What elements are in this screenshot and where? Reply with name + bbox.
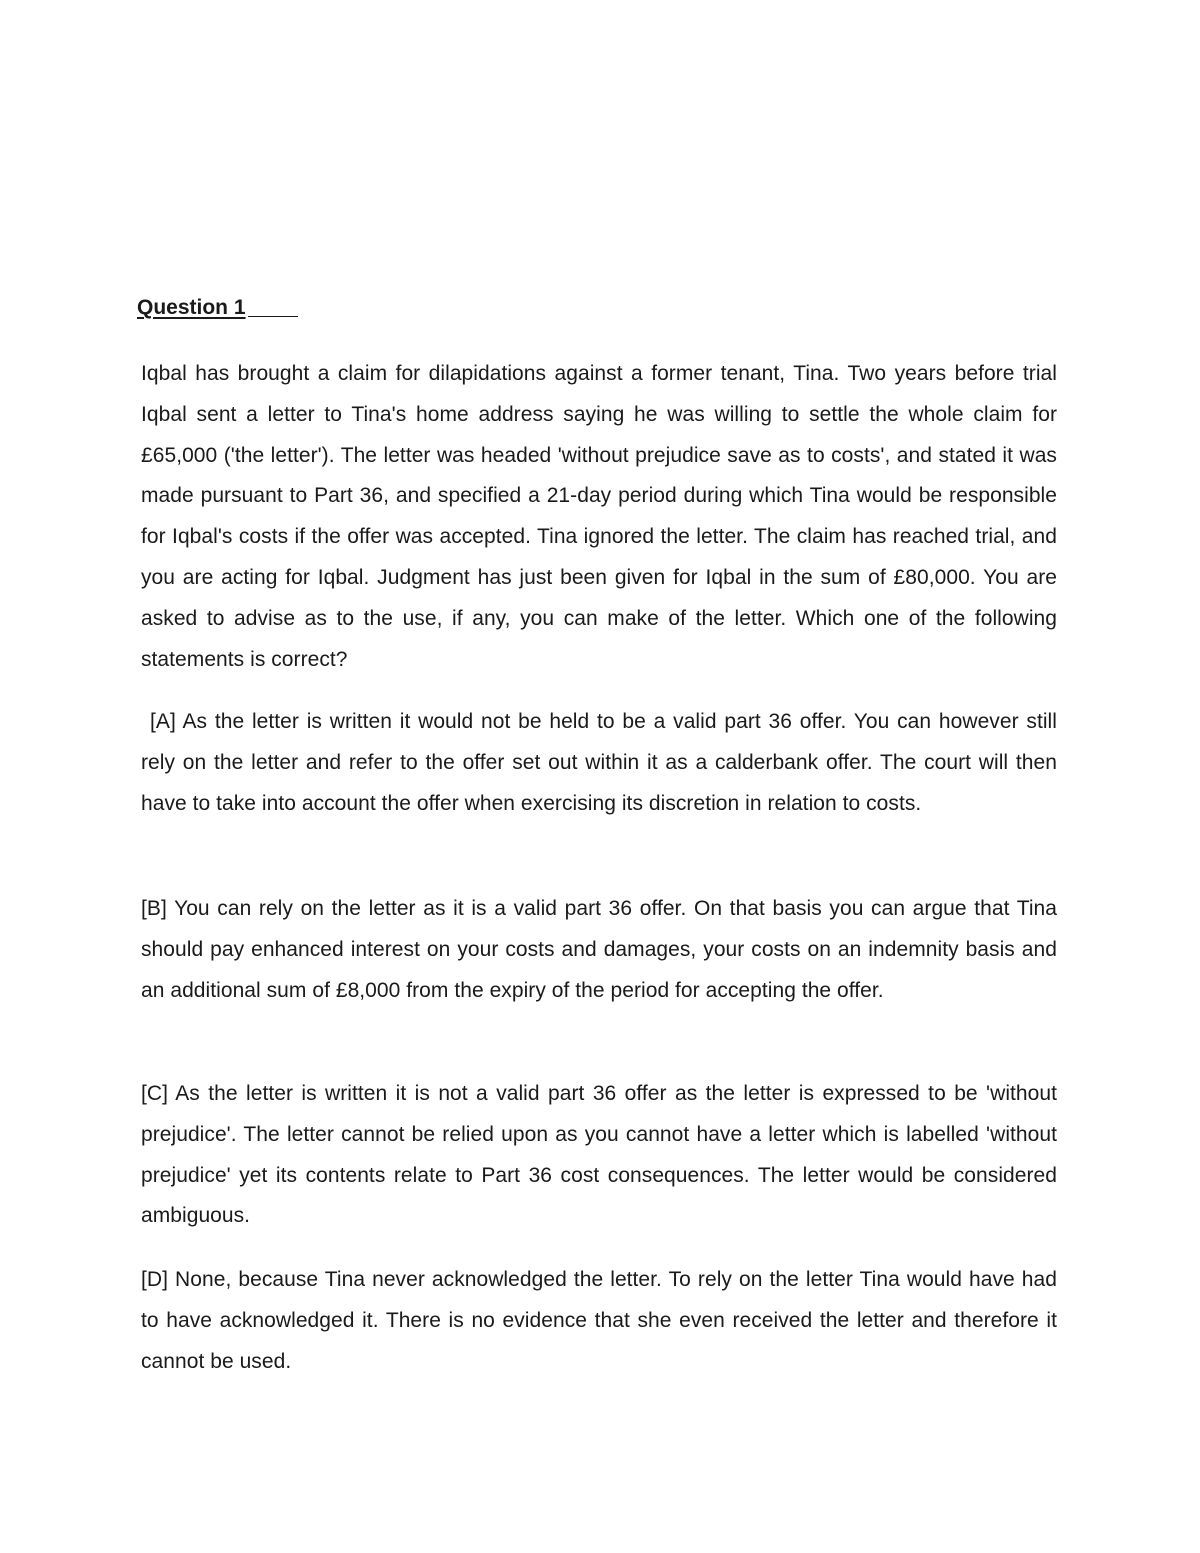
option-label: [C]	[141, 1082, 168, 1105]
option-text: As the letter is written it would not be held to be a valid part 36 offer. You can however still rely on the letter and refer to the offer set out within it as a calderbank offer. The court will then have to take into account the offer when exercising its discretion in relation to costs.	[141, 710, 1057, 815]
question-title: Question 1	[137, 296, 246, 319]
answer-option-c	[141, 1074, 1057, 1237]
answer-option-b	[141, 889, 1057, 1011]
option-label: [D]	[141, 1268, 168, 1291]
option-text: As the letter is written it is not a valid part 36 offer as the letter is expressed to be 'without prejudice'. The letter cannot be relied upon as you cannot have a letter which is labelled 'without prejudice' yet its contents relate to Part 36 cost consequences. The letter would be considered ambiguous.	[141, 1082, 1057, 1228]
question-heading	[137, 293, 298, 322]
answer-option-d	[141, 1260, 1057, 1382]
question-stem: Iqbal has brought a claim for dilapidations against a former tenant, Tina. Two years before trial Iqbal sent a letter to Tina's home address saying he was willing to settle the whole claim for £65,000 ('the letter'). The letter was headed 'without prejudice save as to costs', and stated it was made pursuant to Part 36, and specified a 21-day period during which Tina would be responsible for Iqbal's costs if the offer was accepted. Tina ignored the letter. The claim has reached trial, and you are acting for Iqbal. Judgment has just been given for Iqbal in the sum of £80,000. You are asked to advise as to the use, if any, you can make of the letter. Which one of the following statements is correct?	[141, 362, 1057, 671]
option-text: You can rely on the letter as it is a valid part 36 offer. On that basis you can argue that Tina should pay enhanced interest on your costs and damages, your costs on an indemnity basis and an additional sum of £8,000 from the expiry of the period for accepting the offer.	[141, 897, 1057, 1002]
option-label: [B]	[141, 897, 167, 920]
option-label: [A]	[150, 710, 176, 733]
option-text: None, because Tina never acknowledged the letter. To rely on the letter Tina would have had to have acknowledged it. There is no evidence that she even received the letter and therefore it cannot be used.	[141, 1268, 1057, 1373]
heading-underline	[248, 296, 298, 317]
answer-option-a	[141, 702, 1057, 824]
